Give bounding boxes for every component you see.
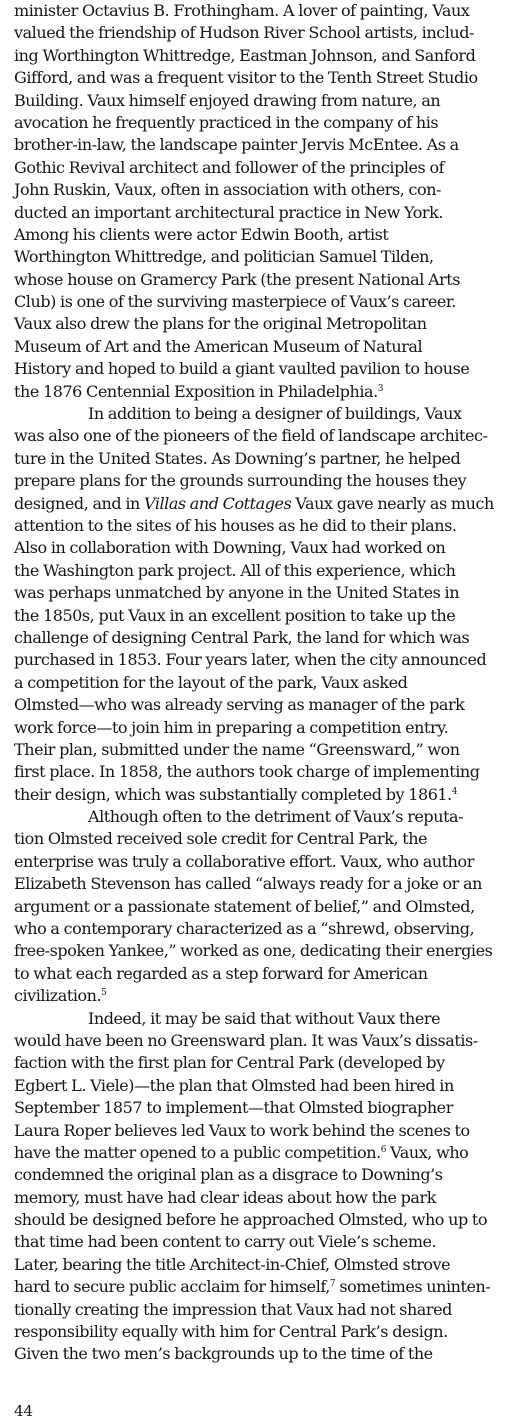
text-line: Museum of Art and the American Museum of Natural [14, 336, 423, 356]
text-line: ture in the United States. As Downing’s partner, he helped [14, 448, 461, 468]
text-line: September 1857 to implement—that Olmsted biographer [14, 1098, 453, 1118]
text-line: purchased in 1853. Four years later, when the city announced [14, 650, 487, 670]
text-segment: the 1876 Centennial Exposition in Philadelphia. [14, 381, 378, 401]
text-line: Vaux also drew the plans for the original Metropolitan [14, 314, 427, 334]
text-segment: civilization. [14, 986, 102, 1006]
text-line: to what each regarded as a step forward for American [14, 963, 428, 983]
text-line: ing Worthington Whittredge, Eastman Johnson, and Sanford [14, 45, 476, 65]
text-segment: Vaux gave nearly as much [291, 493, 494, 513]
text-line: avocation he frequently practiced in the company of his [14, 112, 439, 132]
text-line: Elizabeth Stevenson has called “always ready for a joke or an [14, 874, 482, 894]
body-text [14, 0, 506, 1366]
text-line: prepare plans for the grounds surrounding the houses they [14, 471, 467, 491]
text-line: free-spoken Yankee,” worked as one, dedicating their energies [14, 941, 493, 961]
text-line [14, 1142, 506, 1164]
document-page [14, 0, 506, 1366]
text-line: Egbert L. Viele)—the plan that Olmsted had been hired in [14, 1075, 454, 1095]
text-line: memory, must have had clear ideas about how the park [14, 1187, 436, 1207]
text-line: Although often to the detriment of Vaux’s reputa- [88, 807, 464, 827]
text-line: would have been no Greensward plan. It was Vaux’s dissatis- [14, 1030, 478, 1050]
text-line: Gifford, and was a frequent visitor to the Tenth Street Studio [14, 68, 478, 88]
paragraph [14, 1008, 506, 1366]
footnote-marker: 3 [377, 383, 384, 394]
text-line: minister Octavius B. Frothingham. A lover of painting, Vaux [14, 1, 470, 20]
footnote-marker: 7 [329, 1279, 336, 1290]
text-line: Worthington Whittredge, and politician Samuel Tilden, [14, 247, 434, 267]
text-line: that time had been content to carry out Viele’s scheme. [14, 1232, 437, 1252]
text-line: challenge of designing Central Park, the land for which was [14, 627, 470, 647]
text-line: enterprise was truly a collaborative effort. Vaux, who author [14, 851, 474, 871]
text-line: Among his clients were actor Edwin Booth, artist [14, 224, 389, 244]
paragraph [14, 806, 506, 1008]
text-line: Their plan, submitted under the name “Greensward,” won [14, 739, 460, 759]
paragraph [14, 0, 506, 403]
text-line: John Ruskin, Vaux, often in association with others, con- [14, 180, 442, 200]
text-line: Olmsted—who was already serving as manager of the park [14, 695, 465, 715]
text-line: attention to the sites of his houses as he did to their plans. [14, 515, 457, 535]
text-line: faction with the first plan for Central Park (developed by [14, 1053, 445, 1073]
text-segment: Vaux, who [386, 1142, 469, 1162]
text-segment: their design, which was substantially completed by 1861. [14, 784, 452, 804]
text-line: History and hoped to build a giant vaulted pavilion to house [14, 359, 470, 379]
text-line: the Washington park project. All of this experience, which [14, 560, 456, 580]
text-line: condemned the original plan as a disgrace to Downing’s [14, 1165, 443, 1185]
text-line: who a contemporary characterized as a “shrewd, observing, [14, 919, 475, 939]
text-line: responsibility equally with him for Central Park’s design. [14, 1322, 448, 1342]
footnote-marker: 6 [380, 1144, 387, 1155]
text-line: should be designed before he approached Olmsted, who up to [14, 1210, 488, 1230]
text-line: a competition for the layout of the park, Vaux asked [14, 672, 408, 692]
text-line: Also in collaboration with Downing, Vaux had worked on [14, 538, 446, 558]
footnote-marker: 4 [451, 786, 458, 797]
text-segment: designed, and in [14, 493, 144, 513]
paragraph [14, 403, 506, 806]
text-line: the 1850s, put Vaux in an excellent position to take up the [14, 605, 456, 625]
text-line: Indeed, it may be said that without Vaux there [88, 1008, 441, 1028]
text-line: In addition to being a designer of buildings, Vaux [88, 404, 462, 424]
text-line: ducted an important architectural practice in New York. [14, 202, 444, 222]
text-line: whose house on Gramercy Park (the present National Arts [14, 269, 461, 289]
text-line: first place. In 1858, the authors took charge of implementing [14, 762, 480, 782]
text-line [14, 381, 506, 403]
text-line [14, 985, 506, 1007]
text-line [14, 784, 506, 806]
text-segment: have the matter opened to a public competition. [14, 1142, 381, 1162]
text-line: Building. Vaux himself enjoyed drawing from nature, an [14, 90, 441, 110]
text-line: argument or a passionate statement of belief,” and Olmsted, [14, 896, 475, 916]
text-line [14, 1276, 506, 1298]
text-line: valued the friendship of Hudson River School artists, includ- [14, 23, 474, 43]
text-line: Gothic Revival architect and follower of the principles of [14, 157, 445, 177]
book-title: Villas and Cottages [144, 493, 292, 513]
page-number: 44 [14, 1402, 34, 1420]
text-line: Laura Roper believes led Vaux to work behind the scenes to [14, 1120, 470, 1140]
text-line: Later, bearing the title Architect-in-Chief, Olmsted strove [14, 1254, 451, 1274]
text-line: was also one of the pioneers of the field of landscape architec- [14, 426, 488, 446]
text-segment: sometimes uninten- [335, 1277, 491, 1297]
text-line: Given the two men’s backgrounds up to the time of the [14, 1344, 433, 1364]
text-line [14, 493, 506, 515]
text-line: work force—to join him in preparing a competition entry. [14, 717, 449, 737]
text-line: brother-in-law, the landscape painter Jervis McEntee. As a [14, 135, 459, 155]
footnote-marker: 5 [101, 988, 107, 999]
text-line: tion Olmsted received sole credit for Central Park, the [14, 829, 428, 849]
text-line: tionally creating the impression that Vaux had not shared [14, 1299, 452, 1319]
text-line: Club) is one of the surviving masterpiece of Vaux’s career. [14, 292, 456, 312]
text-line: was perhaps unmatched by anyone in the United States in [14, 583, 460, 603]
text-segment: hard to secure public acclaim for himself, [14, 1277, 330, 1297]
